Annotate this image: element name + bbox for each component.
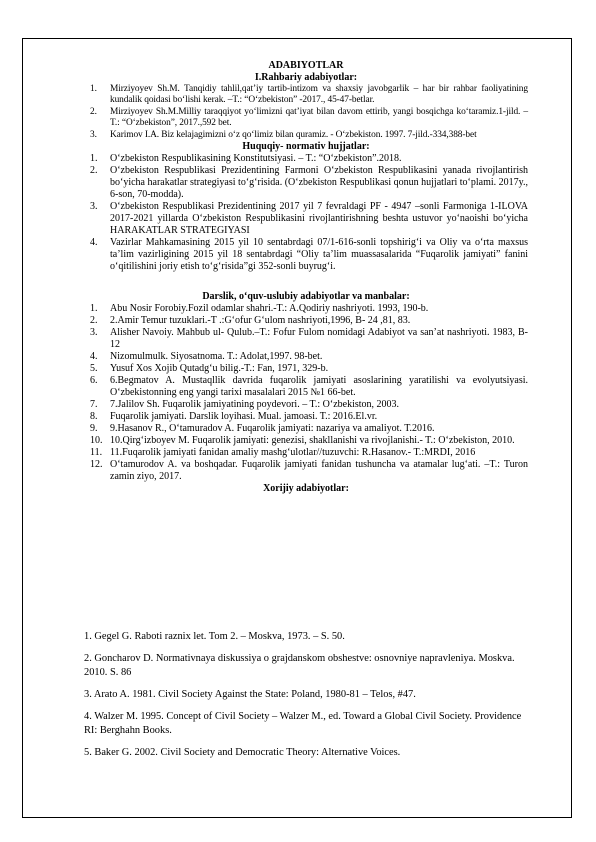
list-item: 5. Yusuf Xos Xojib Qutadg‘u bilig.-T.: Fan, 1971, 329-b. — [90, 363, 329, 375]
list-item: 3. Alisher Navoiy. Mahbub ul- Qulub.–T.: Fofur Fulom nomidagi Adabiyot va san’at nashriyoti. 1983, B-12 — [90, 327, 528, 351]
list-item: 3. O‘zbekiston Respublikasi Prezidentining 2017 yil 7 fevraldagi PF - 4947 –sonli Farmoniga 1-ILOVA 2017-2021 yillarda O‘zbekiston Respublikasini rivojlantirishning beshta ustuvor yo‘naoishi bo‘yicha HARAKATLAR STRATEGIYASI — [90, 201, 528, 237]
list-xorijiy — [84, 630, 528, 768]
list-item: 1. Mirziyoyev Sh.M. Tanqidiy tahlil,qat’iy tartib-intizom va shaxsiy javobgarlik – har bir rahbar faoliyatining kundalik qoidasi bo‘lishi kerak. –T.: “O‘zbekiston” -2017., 45-47-betlar. — [90, 84, 528, 106]
list-item: 1. Abu Nosir Forobiy.Fozil odamlar shahri.-T.: A.Qodiriy nashriyoti. 1993, 190-b. — [90, 303, 429, 315]
list-item: 4. Vazirlar Mahkamasining 2015 yil 10 sentabrdagi 07/1-616-sonli topshirig‘i va Oliy va o‘rta maxsus ta’lim vazirligining 2015 yil 18 sentabrdagi “Oliy ta’lim muassasalarida “Fuqarolik jamiyati” fanini o‘qitilishini joriy etish to‘g‘risida”gi 352-sonli buyrug‘i. — [90, 237, 528, 273]
list-item: 8. Fuqarolik jamiyati. Darslik loyihasi. Mual. jamoasi. T.: 2016.El.vr. — [90, 411, 378, 423]
list-item: 2. 2.Amir Temur tuzuklari.-T .:G‘ofur G‘ulom nashriyoti,1996, B- 24 ,81, 83. — [90, 315, 411, 327]
list-item: 11. 11.Fuqarolik jamiyati fanidan amaliy mashg‘ulotlar//tuzuvchi: R.Hasanov.- T.:MRDI, 2016 — [90, 447, 476, 459]
list-item: 9. 9.Hasanov R., O‘tamuradov A. Fuqarolik jamiyati: nazariya va amaliyot. T.2016. — [90, 423, 435, 435]
section-heading-darslik: Darslik, o‘quv-uslubiy adabiyotlar va manbalar: — [202, 291, 410, 303]
list-item: 5. Baker G. 2002. Civil Society and Democratic Theory: Alternative Voices. — [84, 747, 401, 758]
list-item: 1. Gegel G. Raboti raznix let. Tom 2. – Moskva, 1973. – S. 50. — [84, 631, 345, 642]
list-item: 12. O‘tamurodov A. va boshqadar. Fuqarolik jamiyati fanidan tushuncha va atamalar lug‘ati. –T.: Turon zamin ziyo, 2017. — [90, 459, 528, 483]
list-darslik — [84, 303, 528, 483]
list-item: 4. Walzer M. 1995. Concept of Civil Society – Walzer M., ed. Toward a Global Civil Society. Providence RI: Berghahn Books. — [84, 711, 522, 736]
list-item: 4. Nizomulmulk. Siyosatnoma. T.: Adolat,1997. 98-bet. — [90, 351, 323, 363]
list-item: 6. 6.Begmatov A. Mustaqllik davrida fuqarolik jamiyati asoslarining yaratilishi va evolyutsiyasi. O‘zbekistonning eng yangi tarixi masalalari 2015 №1 66-bet. — [90, 375, 528, 399]
section-heading-rahbariy: I.Rahbariy adabiyotlar: — [254, 72, 358, 83]
list-item: 3. Karimov I.A. Biz kelajagimizni o‘z qo‘limiz bilan quramiz. - O‘zbekiston. 1997. 7-jild.-334,388-bet — [90, 129, 477, 140]
document-title: ADABIYOTLAR — [268, 60, 344, 71]
document-body — [84, 60, 528, 495]
list-item: 7. 7.Jalilov Sh. Fuqarolik jamiyatining poydevori. – T.: O‘zbekiston, 2003. — [90, 399, 400, 411]
list-item: 2. Goncharov D. Normativnaya diskussiya o grajdanskom obshestve: osnovniye napravleniya. Moskva. 2010. S. 86 — [84, 653, 515, 678]
list-item: 2. O‘zbekiston Respublikasi Prezidentining Farmoni O‘zbekiston Respublikasini yanada rivojlantirish bo‘yicha harakatlar strategiyasi to‘g‘risida. (O‘zbekiston Respublikasi qonun hujjatlari to‘plami. 2017y., 6-son, 70-modda). — [90, 165, 528, 201]
list-item: 3. Arato A. 1981. Civil Society Against the State: Poland, 1980-81 – Telos, #47. — [84, 689, 416, 700]
list-item: 2. Mirziyoyev Sh.M.Milliy taraqqiyot yo‘limizni qat’iyat bilan davom ettirib, yangi bosqichga ko‘taramiz.1-jild. – T.: “O‘zbekiston”, 2017.,592 bet. — [90, 106, 528, 129]
list-item: 1. O‘zbekiston Respublikasining Konstitutsiyasi. – T.: “O‘zbekiston”.2018. — [90, 153, 402, 165]
section-heading-xorijiy: Xorijiy adabiyotlar: — [263, 483, 349, 495]
list-item: 10. 10.Qirg‘izboyev M. Fuqarolik jamiyati: genezisi, shakllanishi va rivojlanishi.- T.: O‘zbekiston, 2010. — [90, 435, 515, 447]
section-heading-normativ: Huquqiy- normativ hujjatlar: — [242, 141, 370, 153]
list-normativ — [84, 153, 528, 273]
list-rahbariy — [84, 84, 528, 141]
